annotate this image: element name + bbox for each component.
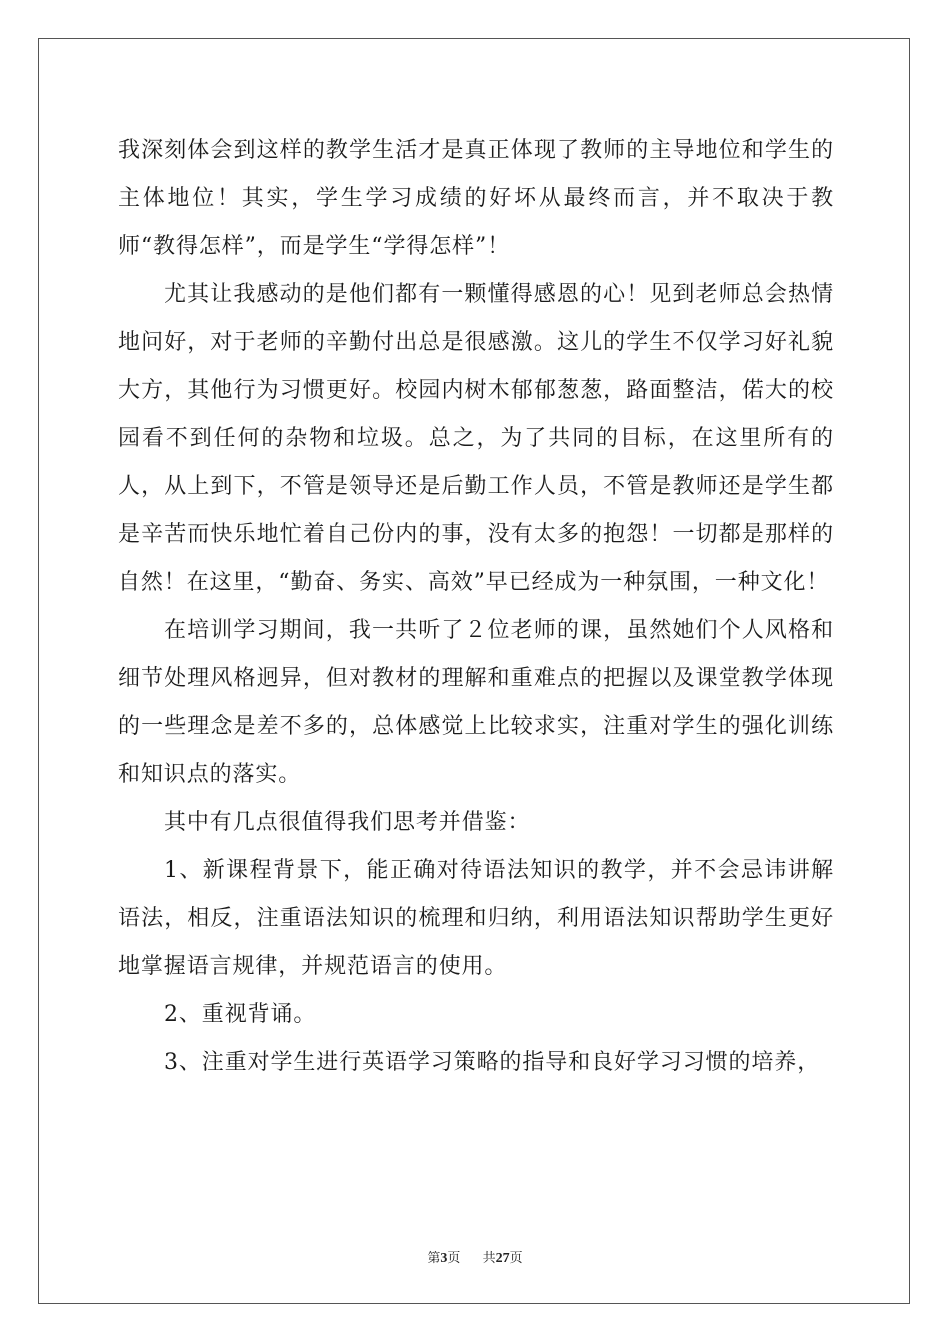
page-number: 第3页 [427,1251,461,1266]
paragraph-4: 其中有几点很值得我们思考并借鉴： [164,810,531,835]
total-page-number: 27 [495,1251,510,1266]
paragraph-2: 尤其让我感动的是他们都有一颗懂得感恩的心！见到老师总会热情地问好，对于老师的辛勤付出总是很感激。这儿的学生不仅学习好礼貌大方，其他行为习惯更好。校园内树木郁郁葱葱，路面整洁，偌大的校园看不到任何的杂物和垃圾。总之，为了共同的目标，在这里所有的人，从上到下，不管是领导还是后勤工作人员，不管是教师还是学生都是辛苦而快乐地忙着自己份内的事，没有太多的抱怨！一切都是那样的自然！在这里，“勤奋、务实、高效”早已经成为一种氛围，一种文化！ [118,282,834,595]
document-body [118,127,834,1087]
paragraph-7: 3、注重对学生进行英语学习策略的指导和良好学习习惯的培养， [164,1050,821,1075]
total-pages: 共27页 [482,1251,523,1266]
current-page-number: 3 [440,1251,448,1266]
paragraph-1: 我深刻体会到这样的教学生活才是真正体现了教师的主导地位和学生的主体地位！其实，学生学习成绩的好坏从最终而言，并不取决于教师“教得怎样”，而是学生“学得怎样”！ [118,138,834,259]
paragraph-3: 在培训学习期间，我一共听了２位老师的课，虽然她们个人风格和细节处理风格迥异，但对教材的理解和重难点的把握以及课堂教学体现的一些理念是差不多的，总体感觉上比较求实，注重对学生的强化训练和知识点的落实。 [118,618,834,787]
paragraph-6: 2、重视背诵。 [164,1002,317,1027]
paragraph-5: 1、新课程背景下，能正确对待语法知识的教学，并不会忌讳讲解语法，相反，注重语法知识的梳理和归纳，利用语法知识帮助学生更好地掌握语言规律，并规范语言的使用。 [118,858,834,979]
page-footer [0,1247,950,1267]
